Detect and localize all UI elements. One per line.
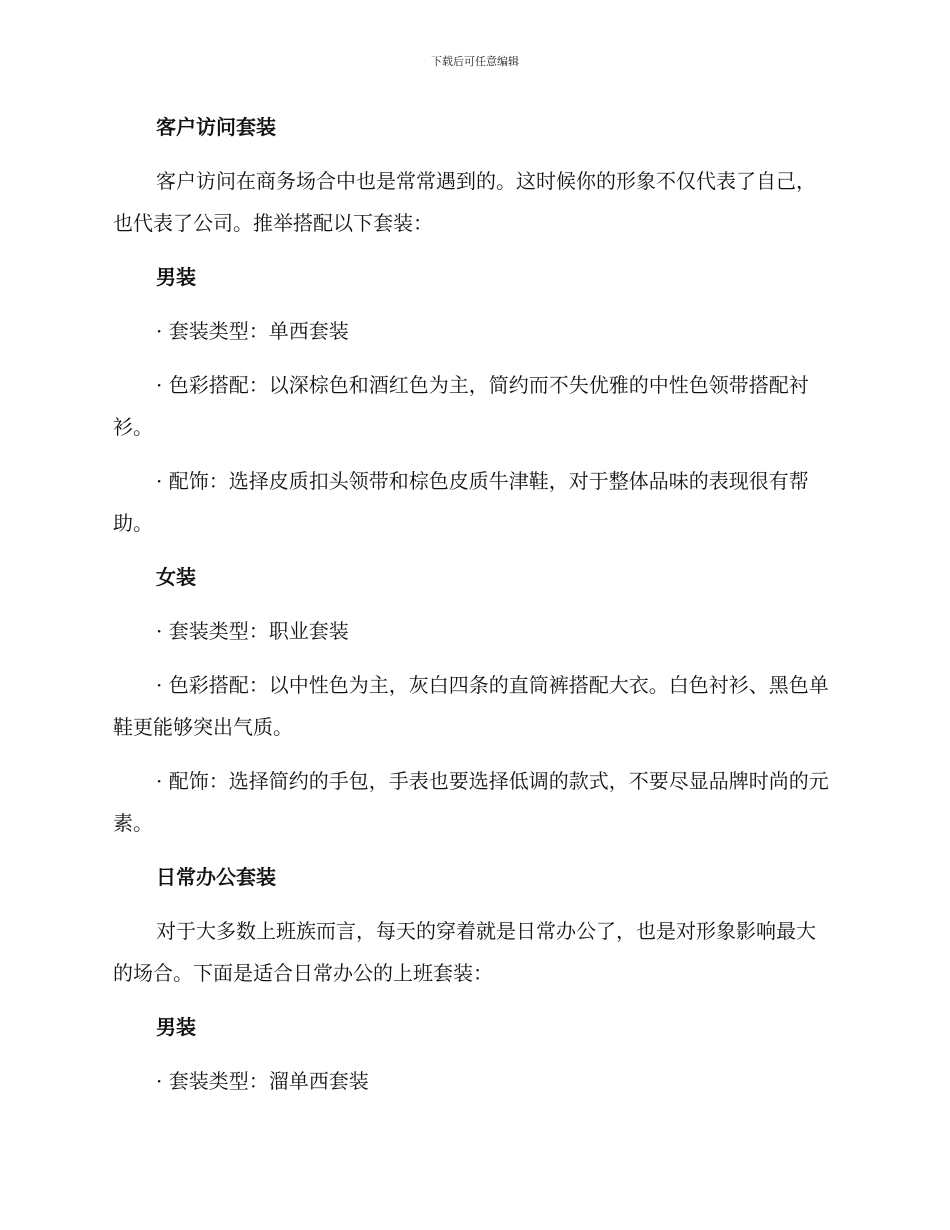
group-heading-men: 男装 xyxy=(156,1015,196,1039)
list-item: · 色彩搭配：以中性色为主，灰白四条的直筒裤搭配大衣。白色衬衫、黑色单鞋更能够突出气质。 xyxy=(113,673,829,739)
list-item: · 套装类型：溜单西套装 xyxy=(156,1069,369,1093)
group-heading-men: 男装 xyxy=(156,265,196,289)
list-item: · 配饰：选择简约的手包，手表也要选择低调的款式，不要尽显品牌时尚的元素。 xyxy=(113,769,829,835)
list-item: · 配饰：选择皮质扣头领带和棕色皮质牛津鞋，对于整体品味的表现很有帮助。 xyxy=(113,469,809,535)
list-item: · 色彩搭配：以深棕色和酒红色为主，简约而不失优雅的中性色领带搭配衬衫。 xyxy=(113,373,809,439)
section-heading: 客户访问套装 xyxy=(156,115,276,139)
section-heading: 日常办公套装 xyxy=(156,865,276,889)
section-intro: 对于大多数上班族而言，每天的穿着就是日常办公了，也是对形象影响最大的场合。下面是适合日常办公的上班套装： xyxy=(113,919,816,985)
list-item: · 套装类型：职业套装 xyxy=(156,619,349,643)
group-heading-women: 女装 xyxy=(156,565,196,589)
page-header-note: 下载后可任意编辑 xyxy=(431,55,519,68)
section-intro: 客户访问在商务场合中也是常常遇到的。这时候你的形象不仅代表了自己，也代表了公司。推举搭配以下套装： xyxy=(113,169,816,235)
document-body xyxy=(113,106,835,1102)
list-item: · 套装类型：单西套装 xyxy=(156,319,349,343)
